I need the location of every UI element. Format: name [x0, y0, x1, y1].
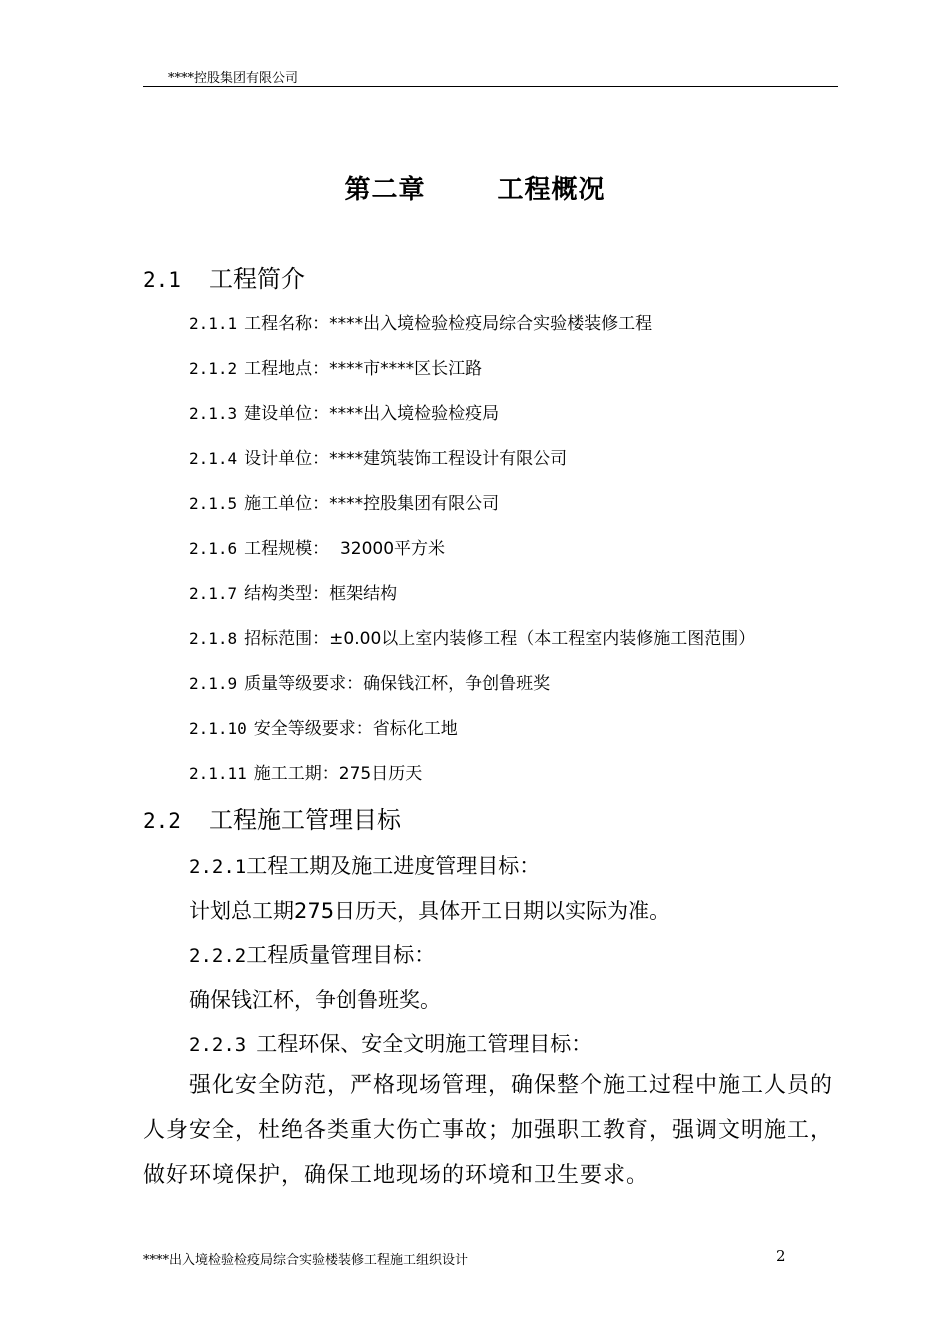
list-item: 2.1.11 施工工期：275日历天 [189, 764, 423, 784]
subsection-body-2-2-2: 确保钱江杯，争创鲁班奖。 [189, 988, 441, 1012]
header-rule [143, 86, 838, 87]
subsection-body-2-2-3: 强化安全防范，严格现场管理，确保整个施工过程中施工人员的人身安全，杜绝各类重大伤亡事故；加强职工教育，强调文明施工，做好环境保护，确保工地现场的环境和卫生要求。 [143, 1073, 834, 1188]
subsection-heading-2-2-2: 2.2.2工程质量管理目标： [189, 943, 436, 967]
chapter-title: 工程概况 [497, 175, 606, 205]
list-item: 2.1.2 工程地点：****市****区长江路 [189, 359, 483, 379]
list-item: 2.1.9 质量等级要求：确保钱江杯，争创鲁班奖 [189, 674, 551, 694]
list-item: 2.1.1 工程名称：****出入境检验检疫局综合实验楼装修工程 [189, 314, 653, 334]
list-item: 2.1.10 安全等级要求：省标化工地 [189, 719, 458, 739]
section-title: 工程施工管理目标 [209, 806, 401, 834]
header-company: ****控股集团有限公司 [168, 71, 299, 86]
list-item: 2.1.4 设计单位：****建筑装饰工程设计有限公司 [189, 449, 568, 469]
list-item: 2.1.3 建设单位：****出入境检验检疫局 [189, 404, 500, 424]
section-number: 2.1 [143, 268, 181, 292]
list-item: 2.1.8 招标范围：±0.00以上室内装修工程（本工程室内装修施工图范围） [189, 629, 756, 649]
list-item: 2.1.7 结构类型：框架结构 [189, 584, 398, 604]
footer-document-title: ****出入境检验检疫局综合实验楼装修工程施工组织设计 [143, 1253, 469, 1268]
subsection-heading-2-2-1: 2.2.1工程工期及施工进度管理目标： [189, 854, 541, 878]
list-item: 2.1.6 工程规模： 32000平方米 [189, 539, 446, 559]
section-title: 工程简介 [209, 265, 305, 293]
section-heading-2-1 [143, 259, 305, 294]
list-item: 2.1.5 施工单位：****控股集团有限公司 [189, 494, 500, 514]
page-number: 2 [776, 1247, 786, 1265]
section-heading-2-2 [143, 800, 401, 835]
chapter-number: 第二章 [344, 175, 426, 205]
chapter-heading [0, 169, 950, 206]
subsection-heading-2-2-3: 2.2.3 工程环保、安全文明施工管理目标： [189, 1032, 593, 1056]
section-number: 2.2 [143, 809, 181, 833]
subsection-body-2-2-1: 计划总工期275日历天，具体开工日期以实际为准。 [189, 899, 671, 923]
